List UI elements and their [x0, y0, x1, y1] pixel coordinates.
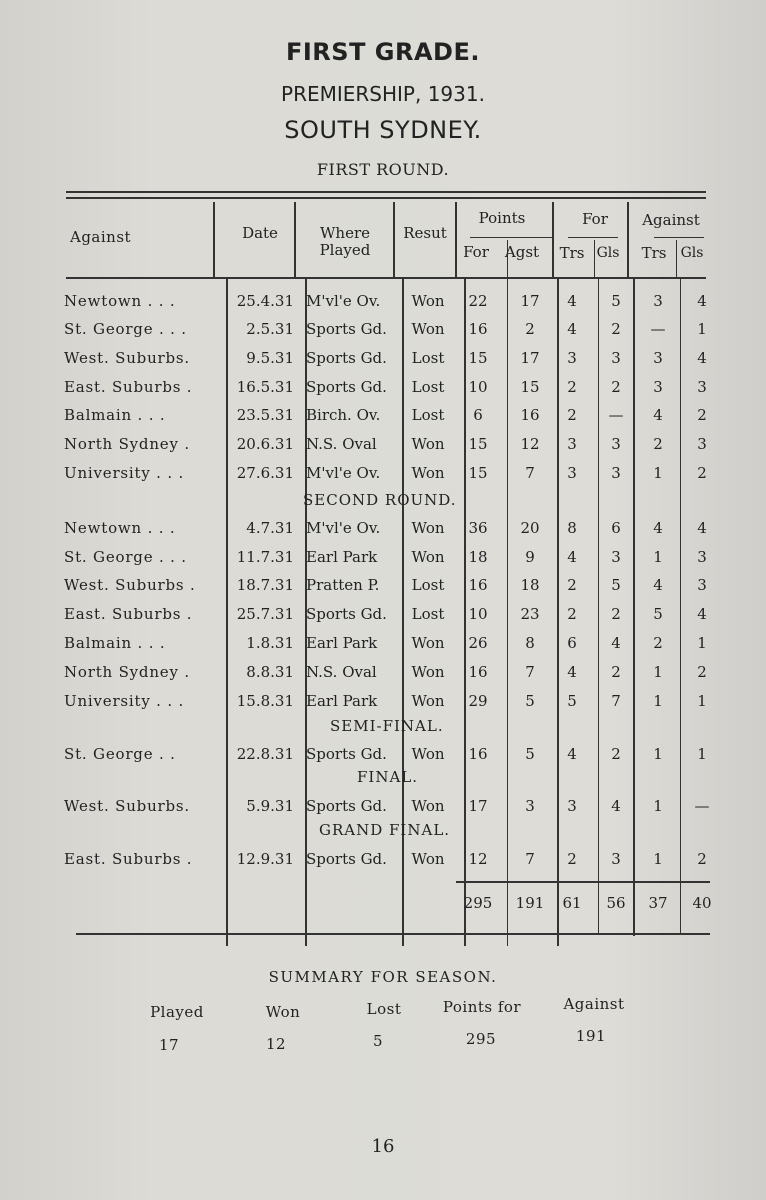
cell-where: Sports Gd.	[306, 605, 387, 623]
total-points-agst: 191	[515, 894, 545, 912]
cell-pf: 6	[473, 406, 483, 424]
col-line-points	[455, 202, 457, 277]
table-row	[0, 519, 766, 545]
cell-where: M'vl'e Ov.	[306, 519, 381, 537]
cell-where: N.S. Oval	[306, 435, 377, 453]
cell-where: M'vl'e Ov.	[306, 464, 381, 482]
cell-fg: 4	[611, 634, 621, 652]
cell-pf: 10	[468, 378, 488, 396]
cell-ag: 1	[697, 634, 707, 652]
summary-points-for: 295	[465, 1030, 497, 1048]
page-title: FIRST GRADE.	[285, 38, 480, 66]
cell-date: 20.6.31	[236, 435, 294, 453]
header-divider	[66, 277, 706, 279]
cell-pa: 9	[525, 548, 535, 566]
cell-fg: 5	[611, 576, 621, 594]
cell-pa: 18	[520, 576, 540, 594]
cell-result: Lost	[411, 576, 445, 594]
cell-ft: 8	[567, 519, 577, 537]
total-for-gls: 56	[606, 894, 626, 912]
points-subrule	[470, 237, 554, 238]
section-final: FINAL.	[357, 768, 419, 786]
cell-against: East. Suburbs .	[64, 378, 193, 396]
table-row	[0, 406, 766, 432]
cell-ft: 3	[567, 464, 577, 482]
cell-ft: 2	[567, 406, 577, 424]
cell-pf: 17	[468, 797, 488, 815]
summary-played: 17	[158, 1036, 180, 1054]
totals-row	[0, 894, 766, 920]
header-points-for: For	[463, 243, 489, 261]
table-top-rule-2	[66, 197, 706, 199]
col-line-against	[627, 202, 629, 277]
cell-against: Balmain . . .	[64, 634, 166, 652]
cell-date: 27.6.31	[236, 464, 294, 482]
cell-ag: 1	[697, 745, 707, 763]
cell-result: Lost	[411, 378, 445, 396]
cell-date: 16.5.31	[236, 378, 294, 396]
cell-against: St. George . . .	[64, 320, 187, 338]
cell-fg: 3	[611, 548, 621, 566]
table-row	[0, 692, 766, 718]
header-against: Against	[70, 228, 132, 246]
cell-where: Sports Gd.	[306, 797, 387, 815]
cell-date: 12.9.31	[236, 850, 294, 868]
summary-against: 191	[575, 1027, 607, 1045]
cell-pa: 7	[525, 850, 535, 868]
table-row	[0, 320, 766, 346]
section-semi-final: SEMI-FINAL.	[330, 717, 444, 735]
cell-result: Won	[411, 464, 445, 482]
cell-at: 1	[653, 548, 663, 566]
cell-pf: 16	[468, 745, 488, 763]
cell-result: Lost	[411, 605, 445, 623]
cell-result: Won	[411, 797, 445, 815]
cell-date: 25.4.31	[236, 292, 294, 310]
cell-fg: 2	[611, 663, 621, 681]
cell-ag: 4	[697, 519, 707, 537]
table-row	[0, 663, 766, 689]
cell-ft: 3	[567, 435, 577, 453]
cell-at: 1	[653, 663, 663, 681]
cell-ft: 2	[567, 850, 577, 868]
cell-ft: 5	[567, 692, 577, 710]
cell-against: North Sydney .	[64, 435, 190, 453]
cell-ft: 2	[567, 378, 577, 396]
cell-ag: —	[694, 797, 710, 815]
header-date: Date	[242, 224, 278, 242]
cell-date: 25.7.31	[236, 605, 294, 623]
cell-at: 3	[653, 349, 663, 367]
cell-at: 1	[653, 797, 663, 815]
cell-pa: 23	[520, 605, 540, 623]
col-line-for	[552, 202, 554, 277]
cell-where: Sports Gd.	[306, 349, 387, 367]
cell-fg: 2	[611, 605, 621, 623]
cell-result: Lost	[411, 406, 445, 424]
cell-pa: 12	[520, 435, 540, 453]
cell-pa: 5	[525, 692, 535, 710]
cell-ag: 4	[697, 605, 707, 623]
for-subrule	[568, 237, 618, 238]
cell-at: 1	[653, 745, 663, 763]
cell-where: Earl Park	[306, 634, 378, 652]
header-points-agst: Agst	[504, 243, 540, 261]
header-where-played	[300, 225, 390, 259]
table-row	[0, 292, 766, 318]
cell-pf: 16	[468, 663, 488, 681]
cell-ft: 3	[567, 797, 577, 815]
cell-ag: 1	[697, 320, 707, 338]
cell-ag: 2	[697, 464, 707, 482]
total-against-gls: 40	[692, 894, 712, 912]
cell-date: 18.7.31	[236, 576, 294, 594]
cell-date: 9.5.31	[246, 349, 294, 367]
cell-against: Balmain . . .	[64, 406, 166, 424]
cell-pa: 2	[525, 320, 535, 338]
table-row	[0, 378, 766, 404]
header-points: Points	[478, 209, 526, 227]
cell-ag: 3	[697, 576, 707, 594]
page-number: 16	[371, 1136, 395, 1157]
summary-won: 12	[265, 1035, 287, 1053]
cell-ag: 2	[697, 406, 707, 424]
header-result: Resut	[403, 224, 447, 242]
header-against-group: Against	[642, 211, 700, 229]
cell-pf: 10	[468, 605, 488, 623]
cell-result: Won	[411, 435, 445, 453]
cell-fg: 2	[611, 378, 621, 396]
cell-at: 3	[653, 378, 663, 396]
cell-pf: 36	[468, 519, 488, 537]
col-line-result	[393, 202, 395, 277]
table-row	[0, 605, 766, 631]
cell-date: 11.7.31	[236, 548, 294, 566]
cell-date: 22.8.31	[236, 745, 294, 763]
cell-result: Won	[411, 548, 445, 566]
against-subrule	[654, 237, 704, 238]
cell-where: Sports Gd.	[306, 850, 387, 868]
cell-fg: 4	[611, 797, 621, 815]
summary-lost: 5	[372, 1032, 384, 1050]
cell-against: East. Suburbs .	[64, 850, 193, 868]
cell-ag: 1	[697, 692, 707, 710]
cell-at: 4	[653, 406, 663, 424]
summary-lost-label: Lost	[366, 1000, 402, 1018]
cell-date: 23.5.31	[236, 406, 294, 424]
cell-ft: 4	[567, 320, 577, 338]
summary-won-label: Won	[265, 1003, 301, 1021]
header-where-line2: Played	[319, 241, 371, 259]
round-heading: FIRST ROUND.	[316, 160, 450, 179]
cell-ag: 3	[697, 435, 707, 453]
cell-pa: 20	[520, 519, 540, 537]
cell-at: 4	[653, 576, 663, 594]
cell-against: West. Suburbs.	[64, 349, 190, 367]
cell-against: West. Suburbs .	[64, 576, 196, 594]
cell-ft: 6	[567, 634, 577, 652]
cell-pa: 17	[520, 292, 540, 310]
cell-against: University . . .	[64, 692, 185, 710]
cell-ft: 4	[567, 292, 577, 310]
cell-ag: 3	[697, 378, 707, 396]
cell-date: 1.8.31	[246, 634, 294, 652]
cell-pf: 22	[468, 292, 488, 310]
cell-against: St. George . . .	[64, 548, 187, 566]
cell-where: Pratten P.	[306, 576, 380, 594]
cell-result: Won	[411, 519, 445, 537]
cell-ag: 4	[697, 349, 707, 367]
cell-at: 3	[653, 292, 663, 310]
cell-pf: 15	[468, 349, 488, 367]
cell-result: Won	[411, 292, 445, 310]
cell-against: East. Suburbs .	[64, 605, 193, 623]
summary-title: SUMMARY FOR SEASON.	[268, 968, 498, 986]
cell-against: St. George . .	[64, 745, 176, 763]
cell-fg: —	[608, 406, 624, 424]
col-line-date	[213, 202, 215, 277]
cell-result: Won	[411, 850, 445, 868]
cell-where: Earl Park	[306, 692, 378, 710]
cell-pf: 12	[468, 850, 488, 868]
cell-fg: 3	[611, 435, 621, 453]
table-bottom-rule	[76, 933, 710, 935]
cell-ft: 4	[567, 663, 577, 681]
cell-pf: 26	[468, 634, 488, 652]
cell-result: Won	[411, 320, 445, 338]
cell-ft: 2	[567, 605, 577, 623]
cell-fg: 2	[611, 745, 621, 763]
cell-pf: 15	[468, 435, 488, 453]
section-grand-final: GRAND FINAL.	[319, 821, 451, 839]
cell-pa: 17	[520, 349, 540, 367]
cell-date: 8.8.31	[246, 663, 294, 681]
cell-fg: 2	[611, 320, 621, 338]
cell-date: 2.5.31	[246, 320, 294, 338]
table-row	[0, 435, 766, 461]
summary-against-label: Against	[563, 995, 625, 1013]
header-against-gls: Gls	[680, 245, 704, 261]
club-heading: SOUTH SYDNEY.	[284, 116, 482, 144]
header-for: For	[582, 210, 608, 228]
cell-ft: 3	[567, 349, 577, 367]
cell-fg: 3	[611, 464, 621, 482]
cell-at: 1	[653, 692, 663, 710]
totals-rule	[456, 881, 710, 883]
cell-pf: 16	[468, 576, 488, 594]
cell-pa: 5	[525, 745, 535, 763]
section-second-round: SECOND ROUND.	[303, 491, 457, 509]
header-against-trs: Trs	[641, 244, 667, 262]
total-for-trs: 61	[562, 894, 582, 912]
cell-against: West. Suburbs.	[64, 797, 190, 815]
cell-fg: 7	[611, 692, 621, 710]
cell-fg: 6	[611, 519, 621, 537]
cell-against: University . . .	[64, 464, 185, 482]
cell-where: N.S. Oval	[306, 663, 377, 681]
cell-ag: 2	[697, 663, 707, 681]
table-row	[0, 797, 766, 823]
cell-ag: 3	[697, 548, 707, 566]
table-row	[0, 464, 766, 490]
cell-where: Earl Park	[306, 548, 378, 566]
cell-date: 15.8.31	[236, 692, 294, 710]
table-row	[0, 634, 766, 660]
cell-at: 4	[653, 519, 663, 537]
cell-where: Sports Gd.	[306, 378, 387, 396]
header-for-trs: Trs	[559, 244, 585, 262]
cell-at: 5	[653, 605, 663, 623]
cell-ft: 4	[567, 548, 577, 566]
cell-where: Sports Gd.	[306, 745, 387, 763]
header-where-line1: Where	[319, 224, 370, 242]
cell-pa: 16	[520, 406, 540, 424]
table-top-rule	[66, 191, 706, 193]
cell-date: 4.7.31	[246, 519, 294, 537]
cell-against: North Sydney .	[64, 663, 190, 681]
cell-result: Won	[411, 663, 445, 681]
cell-ag: 4	[697, 292, 707, 310]
cell-pf: 16	[468, 320, 488, 338]
cell-at: 2	[653, 435, 663, 453]
cell-against: Newtown . . .	[64, 519, 176, 537]
cell-at: —	[650, 320, 666, 338]
total-against-trs: 37	[648, 894, 668, 912]
cell-pf: 29	[468, 692, 488, 710]
cell-fg: 5	[611, 292, 621, 310]
cell-pf: 15	[468, 464, 488, 482]
cell-result: Won	[411, 745, 445, 763]
cell-at: 2	[653, 634, 663, 652]
cell-pf: 18	[468, 548, 488, 566]
cell-date: 5.9.31	[246, 797, 294, 815]
total-points-for: 295	[463, 894, 493, 912]
cell-result: Won	[411, 634, 445, 652]
competition-heading: PREMIERSHIP, 1931.	[281, 82, 485, 106]
header-for-gls: Gls	[596, 245, 620, 261]
cell-fg: 3	[611, 850, 621, 868]
table-row	[0, 349, 766, 375]
cell-result: Won	[411, 692, 445, 710]
cell-against: Newtown . . .	[64, 292, 176, 310]
cell-where: M'vl'e Ov.	[306, 292, 381, 310]
cell-result: Lost	[411, 349, 445, 367]
cell-where: Sports Gd.	[306, 320, 387, 338]
summary-points-for-label: Points for	[442, 998, 522, 1016]
table-row	[0, 850, 766, 876]
cell-pa: 8	[525, 634, 535, 652]
table-row	[0, 548, 766, 574]
cell-ft: 4	[567, 745, 577, 763]
cell-pa: 7	[525, 464, 535, 482]
cell-pa: 15	[520, 378, 540, 396]
cell-ft: 2	[567, 576, 577, 594]
cell-where: Birch. Ov.	[306, 406, 381, 424]
cell-at: 1	[653, 464, 663, 482]
cell-at: 1	[653, 850, 663, 868]
cell-fg: 3	[611, 349, 621, 367]
table-row	[0, 576, 766, 602]
cell-pa: 3	[525, 797, 535, 815]
summary-played-label: Played	[150, 1003, 204, 1021]
cell-ag: 2	[697, 850, 707, 868]
cell-pa: 7	[525, 663, 535, 681]
